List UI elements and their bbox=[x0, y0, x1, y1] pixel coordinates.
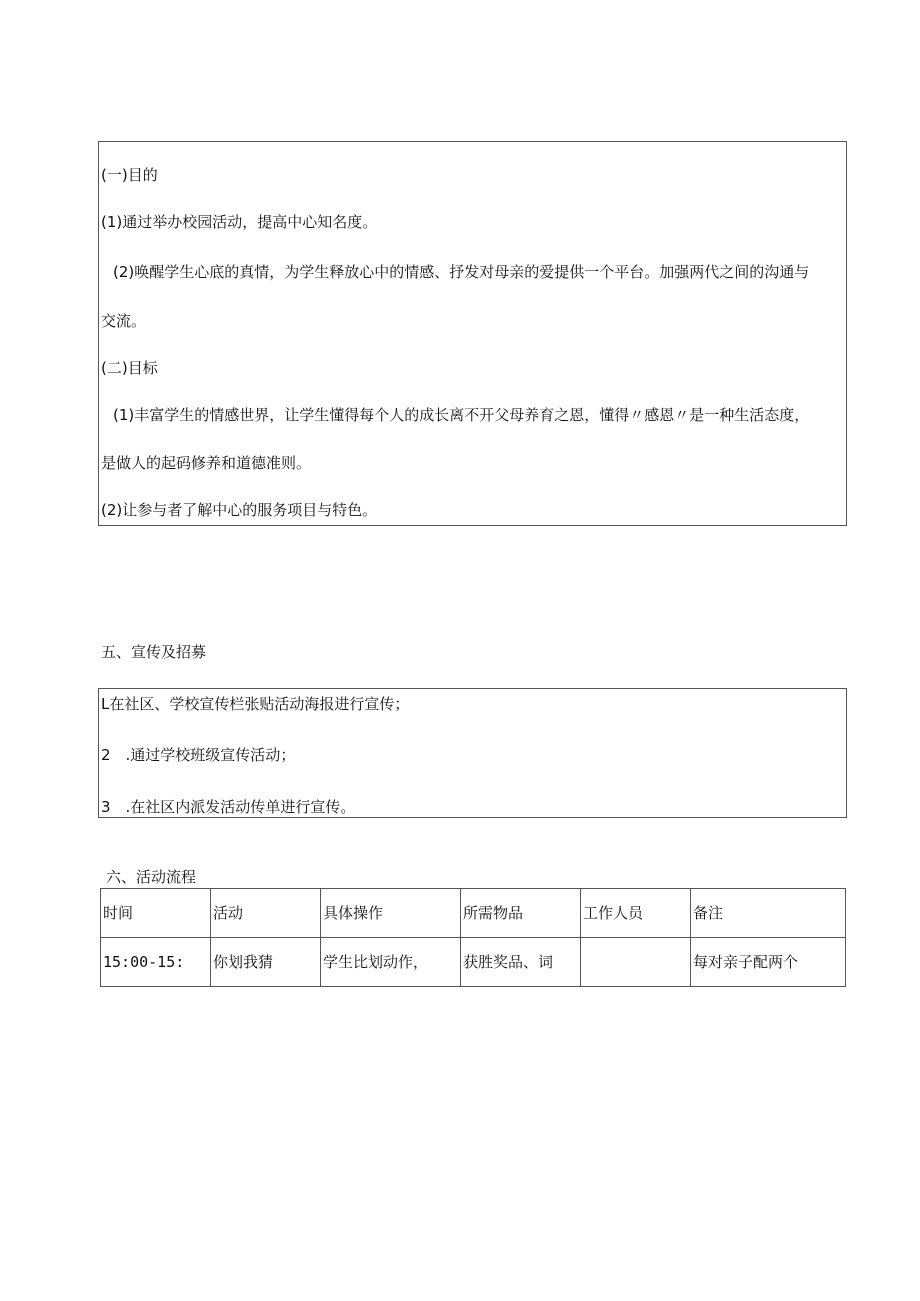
cell-materials: 获胜奖品、词 bbox=[461, 938, 581, 987]
purpose-item-2-line-2: 交流。 bbox=[101, 312, 147, 330]
promotion-item-3: 3 .在社区内派发活动传单进行宣传。 bbox=[101, 798, 356, 816]
header-staff: 工作人员 bbox=[581, 889, 691, 938]
promotion-item-1: L在社区、学校宣传栏张贴活动海报进行宣传； bbox=[101, 695, 410, 713]
header-notes: 备注 bbox=[691, 889, 846, 938]
header-time: 时间 bbox=[101, 889, 211, 938]
cell-time: 15:00-15: bbox=[101, 938, 211, 987]
heading-goals: (二)目标 bbox=[101, 359, 158, 377]
heading-purpose: (一)目的 bbox=[101, 166, 158, 184]
header-operation: 具体操作 bbox=[321, 889, 461, 938]
cell-operation: 学生比划动作， bbox=[321, 938, 461, 987]
header-activity: 活动 bbox=[211, 889, 321, 938]
section-title-schedule: 六、活动流程 bbox=[106, 868, 197, 886]
cell-staff bbox=[581, 938, 691, 987]
goal-item-1-line-1: (1)丰富学生的情感世界，让学生懂得每个人的成长离不开父母养育之恩，懂得〃感恩〃是一种生活态度， bbox=[113, 406, 810, 424]
section-title-promotion: 五、宣传及招募 bbox=[101, 643, 207, 661]
promotion-item-2: 2 .通过学校班级宣传活动； bbox=[101, 746, 296, 764]
cell-notes: 每对亲子配两个 bbox=[691, 938, 846, 987]
header-materials: 所需物品 bbox=[461, 889, 581, 938]
schedule-header-row bbox=[101, 889, 846, 938]
schedule-table bbox=[100, 888, 846, 987]
goal-item-2: (2)让参与者了解中心的服务项目与特色。 bbox=[101, 501, 378, 519]
goal-item-1-line-2: 是做人的起码修养和道德准则。 bbox=[101, 454, 312, 472]
purpose-item-1: (1)通过举办校园活动，提高中心知名度。 bbox=[101, 213, 378, 231]
cell-activity: 你划我猜 bbox=[211, 938, 321, 987]
purpose-item-2-line-1: (2)唤醒学生心底的真情，为学生释放心中的情感、抒发对母亲的爱提供一个平台。加强两代之间的沟通与 bbox=[113, 263, 810, 281]
table-row bbox=[101, 938, 846, 987]
